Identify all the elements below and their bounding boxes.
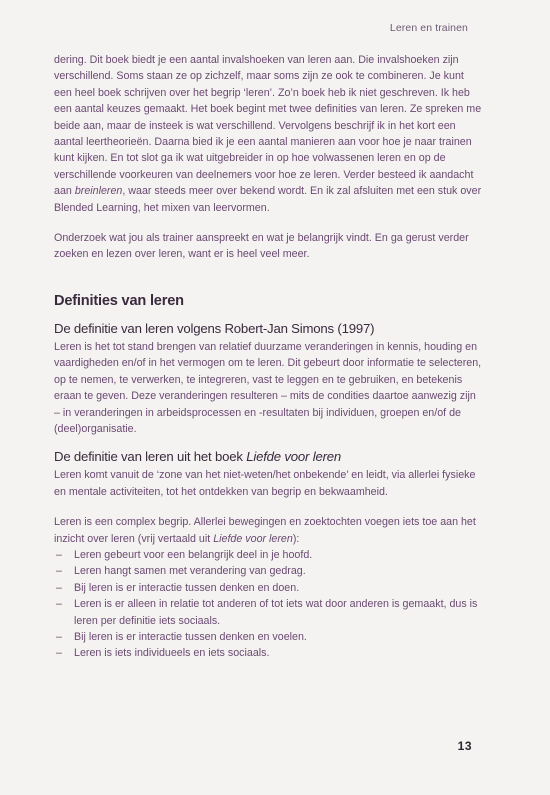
- list-item-text: Bij leren is er interactie tussen denken en doen.: [74, 581, 300, 594]
- list-item: [54, 629, 484, 645]
- list-item-text: Bij leren is er interactie tussen denken en voelen.: [74, 630, 307, 643]
- list-item-text: Leren is iets individueels en iets sociaals.: [74, 647, 270, 660]
- dash-bullet: –: [56, 647, 62, 660]
- intro-paragraph-1-italic: breinleren: [74, 185, 123, 198]
- subsection-title-liefde-italic: Liefde voor leren: [246, 449, 342, 465]
- list-item-text: Leren hangt samen met verandering van gedrag.: [74, 565, 306, 578]
- subsection-title-simons: De definitie van leren volgens Robert-Jan Simons (1997): [54, 320, 375, 336]
- list-item: [54, 580, 484, 596]
- subsection-title-liefde: [54, 449, 484, 464]
- dash-bullet: –: [56, 548, 62, 561]
- dash-bullet: –: [56, 565, 62, 578]
- intro-paragraph-1: [54, 52, 484, 216]
- complex-concept-intro-text: Leren is een complex begrip. Allerlei bewegingen en zoektochten voegen iets toe aan het inzicht over leren (vrij vertaald uit: [54, 516, 476, 545]
- simons-definition: Leren is het tot stand brengen van relatief duurzame veranderingen in kennis, houding en vaardigheden en/of in het vermogen om te leren. Dit gebeurt door informatie te selecteren, op te nemen, te verwerken, te integreren, vast te leggen en te gebruiken, en betekenis eraan te geven. Deze veranderingen resulteren – mits de condities daartoe aanwezig zijn – in veranderingen in arbeidsprocessen en -resultaten bij individuen, groepen en/of de (deel)organisatie.: [54, 340, 482, 435]
- page-content: [54, 52, 484, 662]
- intro-paragraph-2: Onderzoek wat jou als trainer aanspreekt en wat je belangrijk vindt. En ga gerust verder zoeken en lezen over leren, want er is heel veel meer.: [54, 232, 469, 261]
- list-item: [54, 645, 484, 661]
- dash-bullet: –: [56, 630, 62, 643]
- section-title: Definities van leren: [54, 292, 184, 309]
- list-item-text: Leren gebeurt voor een belangrijk deel in je hoofd.: [74, 548, 313, 561]
- list-item: [54, 596, 484, 629]
- dash-bullet: –: [56, 581, 62, 594]
- complex-concept-intro-italic: Liefde voor leren: [213, 532, 293, 545]
- liefde-definition: Leren komt vanuit de ‘zone van het niet-weten/het onbekende’ en leidt, via allerlei fysieke en mentale activiteiten, tot het ontdekken van begrip en bekwaamheid.: [54, 469, 476, 498]
- page-number: 13: [457, 739, 472, 753]
- complex-concept-intro-end: ):: [292, 532, 300, 545]
- intro-paragraph-1-end: , waar steeds meer over bekend wordt. En ik zal afsluiten met een stuk over Blended Learning, het mixen van leervormen.: [54, 185, 482, 214]
- dash-bullet: –: [56, 598, 62, 611]
- complex-concept-intro: [54, 514, 484, 547]
- list-item: [54, 547, 484, 563]
- list-item: [54, 563, 484, 579]
- list-item-text: Leren is er alleen in relatie tot anderen of tot iets wat door anderen is gemaakt, dus is leren per definitie iets sociaals.: [74, 598, 478, 627]
- subsection-title-liefde-prefix: De definitie van leren uit het boek: [54, 449, 247, 465]
- learning-aspects-list: [54, 547, 484, 662]
- running-header: Leren en trainen: [389, 22, 468, 34]
- intro-paragraph-1-text: dering. Dit boek biedt je een aantal invalshoeken van leren aan. Die invalshoeken zijn verschillend. Soms staan ze op zichzelf, maar soms zijn ze ook te combineren. Je kunt een heel boek schrijven over het begrip ‘leren’. Zo’n boek heb ik niet geschreven. Ik heb een aantal keuzes gemaakt. Het boek begint met twee definities van leren. Ze spreken me beide aan, maar de insteek is wat verschillend. Vervolgens beschrijf ik in het kort een aantal leertheorieën. Daarna bied ik je een aantal manieren aan voor hoe je naar trainen kunt kijken. En tot slot ga ik wat uitgebreider in op hoe volwassenen leren en op de verschillende voorkeuren van deelnemers voor hoe ze leren. Verder besteed ik aandacht aan: [54, 54, 482, 198]
